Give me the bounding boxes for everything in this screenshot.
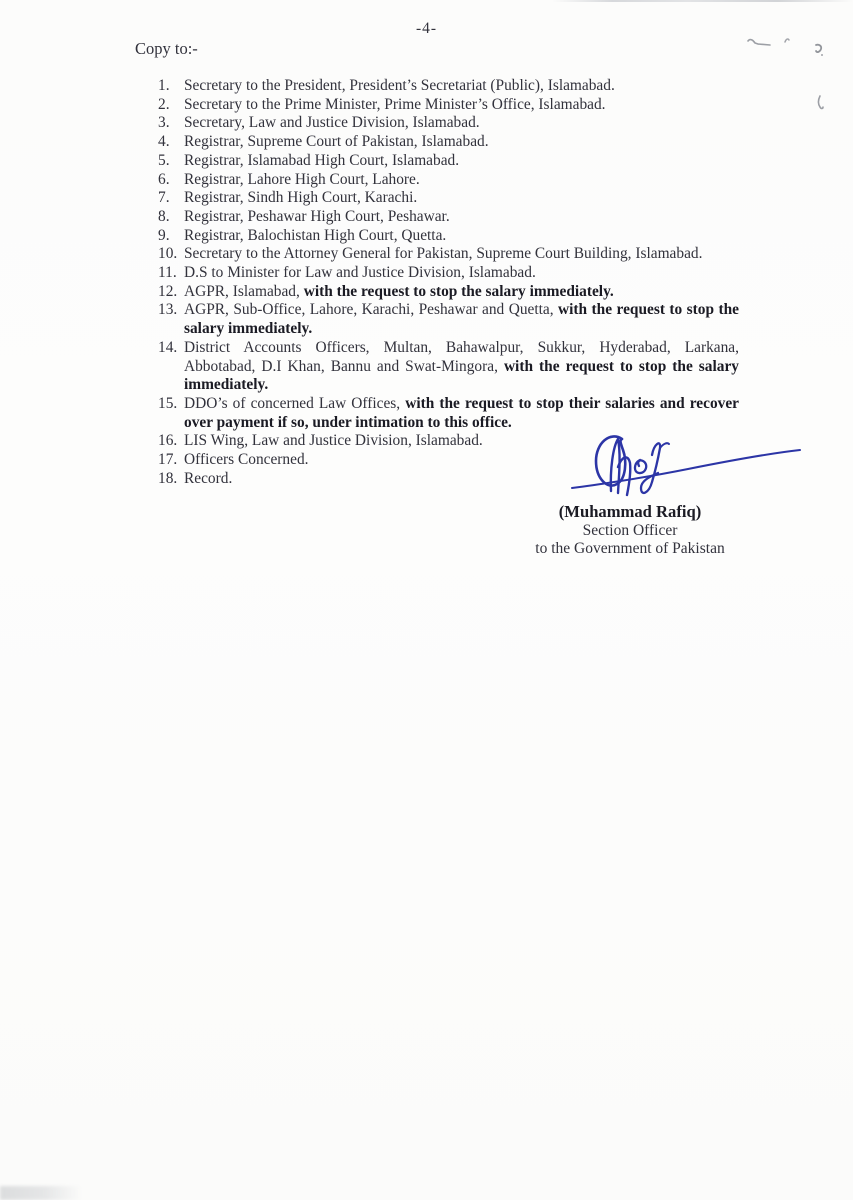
signature-ink [568, 427, 804, 505]
list-item [158, 245, 739, 264]
copy-to-heading: Copy to:- [135, 39, 198, 58]
list-item [158, 189, 739, 208]
list-item [158, 77, 739, 96]
item-text: DDO’s of concerned Law Offices, [184, 394, 406, 412]
item-number: 13. [158, 301, 178, 319]
item-text: LIS Wing, Law and Justice Division, Islamabad. [184, 432, 483, 450]
item-number: 8. [158, 207, 170, 225]
list-item [158, 227, 739, 246]
item-text: Registrar, Peshawar High Court, Peshawar. [184, 207, 450, 225]
scan-edge-line [552, 0, 853, 2]
item-number: 9. [158, 226, 170, 244]
item-text: Record. [184, 469, 233, 487]
item-number: 16. [158, 432, 178, 450]
item-text: AGPR, Sub-Office, Lahore, Karachi, Peshawar and Quetta, [184, 301, 559, 319]
item-number: 6. [158, 170, 170, 188]
item-number: 11. [158, 264, 177, 282]
item-text: Registrar, Supreme Court of Pakistan, Islamabad. [184, 133, 489, 151]
list-item [158, 133, 739, 152]
item-number: 3. [158, 114, 170, 132]
item-number: 1. [158, 77, 170, 94]
item-bold-text: with the request to stop the salary immediately. [184, 357, 739, 394]
item-number: 14. [158, 338, 178, 356]
list-item [158, 96, 739, 115]
list-item [158, 152, 739, 171]
signatory-name: (Muhammad Rafiq) [558, 502, 702, 521]
item-text: Registrar, Balochistan High Court, Quetta. [184, 226, 447, 244]
scan-mark [746, 36, 774, 48]
scan-mark [814, 94, 826, 112]
item-text: District Accounts Officers, Multan, Bahawalpur, Sukkur, Hyderabad, Larkana, Abbotabad, D.I Khan, Bannu and Swat-Mingora, [184, 338, 739, 375]
item-number: 4. [158, 133, 170, 151]
item-text: Registrar, Islamabad High Court, Islamabad. [184, 151, 460, 169]
item-text: Secretary to the Attorney General for Pakistan, Supreme Court Building, Islamabad. [184, 245, 703, 263]
item-number: 5. [158, 151, 170, 169]
list-item [158, 283, 739, 302]
list-item [158, 339, 739, 395]
item-bold-text: with the request to stop their salaries and recover over payment if so, under intimation to this office. [184, 394, 740, 431]
list-item [158, 208, 739, 227]
item-text: Secretary to the Prime Minister, Prime Minister’s Office, Islamabad. [184, 95, 606, 113]
list-item [158, 301, 739, 338]
list-item [158, 114, 739, 133]
item-number: 2. [158, 95, 170, 113]
item-text: Secretary to the President, President’s Secretariat (Public), Islamabad. [184, 77, 615, 94]
item-number: 12. [158, 282, 178, 300]
scan-mark [812, 42, 826, 58]
item-text: Registrar, Sindh High Court, Karachi. [184, 189, 418, 207]
item-bold-text: with the request to stop the salary immediately. [184, 301, 740, 338]
item-number: 10. [158, 245, 178, 263]
list-item [158, 171, 739, 190]
signatory-organization: to the Government of Pakistan [535, 540, 725, 557]
item-number: 7. [158, 189, 170, 207]
signatory-title: Section Officer [582, 521, 678, 539]
item-bold-text: with the request to stop the salary immediately. [303, 282, 614, 300]
scan-smudge [0, 1186, 82, 1200]
item-text: Secretary, Law and Justice Division, Islamabad. [184, 114, 480, 132]
page-number: -4- [415, 20, 438, 37]
item-number: 18. [158, 469, 178, 487]
scan-mark [782, 35, 792, 45]
item-text: Registrar, Lahore High Court, Lahore. [184, 170, 420, 188]
item-number: 15. [158, 394, 178, 412]
item-text: AGPR, Islamabad, [184, 282, 304, 300]
list-item [158, 264, 739, 283]
signature-block [500, 503, 760, 559]
item-text: D.S to Minister for Law and Justice Division, Islamabad. [184, 264, 536, 282]
item-text: Officers Concerned. [184, 451, 309, 469]
item-number: 17. [158, 451, 178, 469]
